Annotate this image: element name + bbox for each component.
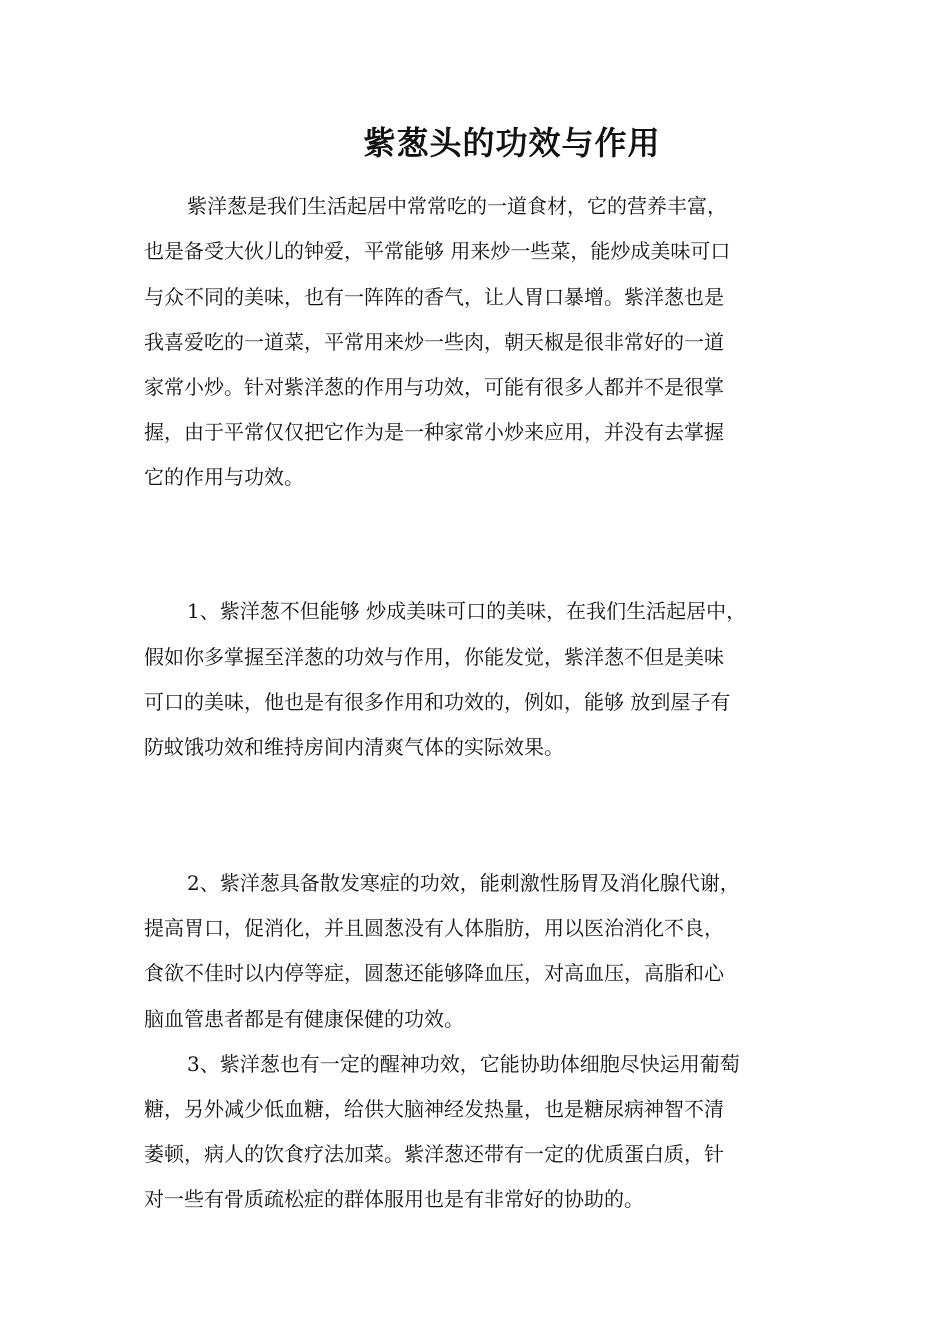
paragraph-line: 家常小炒。针对紫洋葱的作用与功效，可能有很多人都并不是很掌 xyxy=(144,375,724,399)
paragraph-line: 假如你多掌握至洋葱的功效与作用，你能发觉，紫洋葱不但是美味 xyxy=(144,645,724,669)
paragraph-line: 可口的美味，他也是有很多作用和功效的，例如，能够 放到屋子有 xyxy=(144,690,731,714)
paragraph-line: 握，由于平常仅仅把它作为是一种家常小炒来应用，并没有去掌握 xyxy=(144,420,724,444)
paragraph-line: 它的作用与功效。 xyxy=(144,465,304,489)
paragraph-line: 我喜爱吃的一道菜，平常用来炒一些肉，朝天椒是很非常好的一道 xyxy=(144,330,724,354)
paragraph-line: 食欲不佳时以内停等症，圆葱还能够降血压，对高血压，高脂和心 xyxy=(144,961,724,985)
paragraph-line: 糖，另外减少低血糖，给供大脑神经发热量，也是糖尿病神智不清 xyxy=(144,1097,724,1121)
paragraph-line: 对一些有骨质疏松症的群体服用也是有非常好的协助的。 xyxy=(144,1187,644,1211)
paragraph-line: 也是备受大伙儿的钟爱，平常能够 用来炒一些菜，能炒成美味可口 xyxy=(144,239,731,263)
paragraph-line: 1、紫洋葱不但能够 炒成美味可口的美味，在我们生活起居中， xyxy=(187,599,747,623)
paragraph-line: 紫洋葱是我们生活起居中常常吃的一道食材，它的营养丰富， xyxy=(187,194,727,218)
paragraph-line: 2、紫洋葱具备散发寒症的功效，能刺激性肠胃及消化腺代谢， xyxy=(187,871,740,895)
paragraph-line: 脑血管患者都是有健康保健的功效。 xyxy=(144,1007,464,1031)
paragraph-line: 萎顿，病人的饮食疗法加菜。紫洋葱还带有一定的优质蛋白质，针 xyxy=(144,1142,724,1166)
page-title: 紫葱头的功效与作用 xyxy=(363,124,661,162)
paragraph-line: 提高胃口，促消化，并且圆葱没有人体脂肪，用以医治消化不良， xyxy=(144,916,724,940)
paragraph-line: 与众不同的美味，也有一阵阵的香气，让人胃口暴增。紫洋葱也是 xyxy=(144,285,724,309)
paragraph-line: 防蚊饿功效和维持房间内清爽气体的实际效果。 xyxy=(144,735,564,759)
paragraph-line: 3、紫洋葱也有一定的醒神功效，它能协助体细胞尽快运用葡萄 xyxy=(187,1052,740,1076)
